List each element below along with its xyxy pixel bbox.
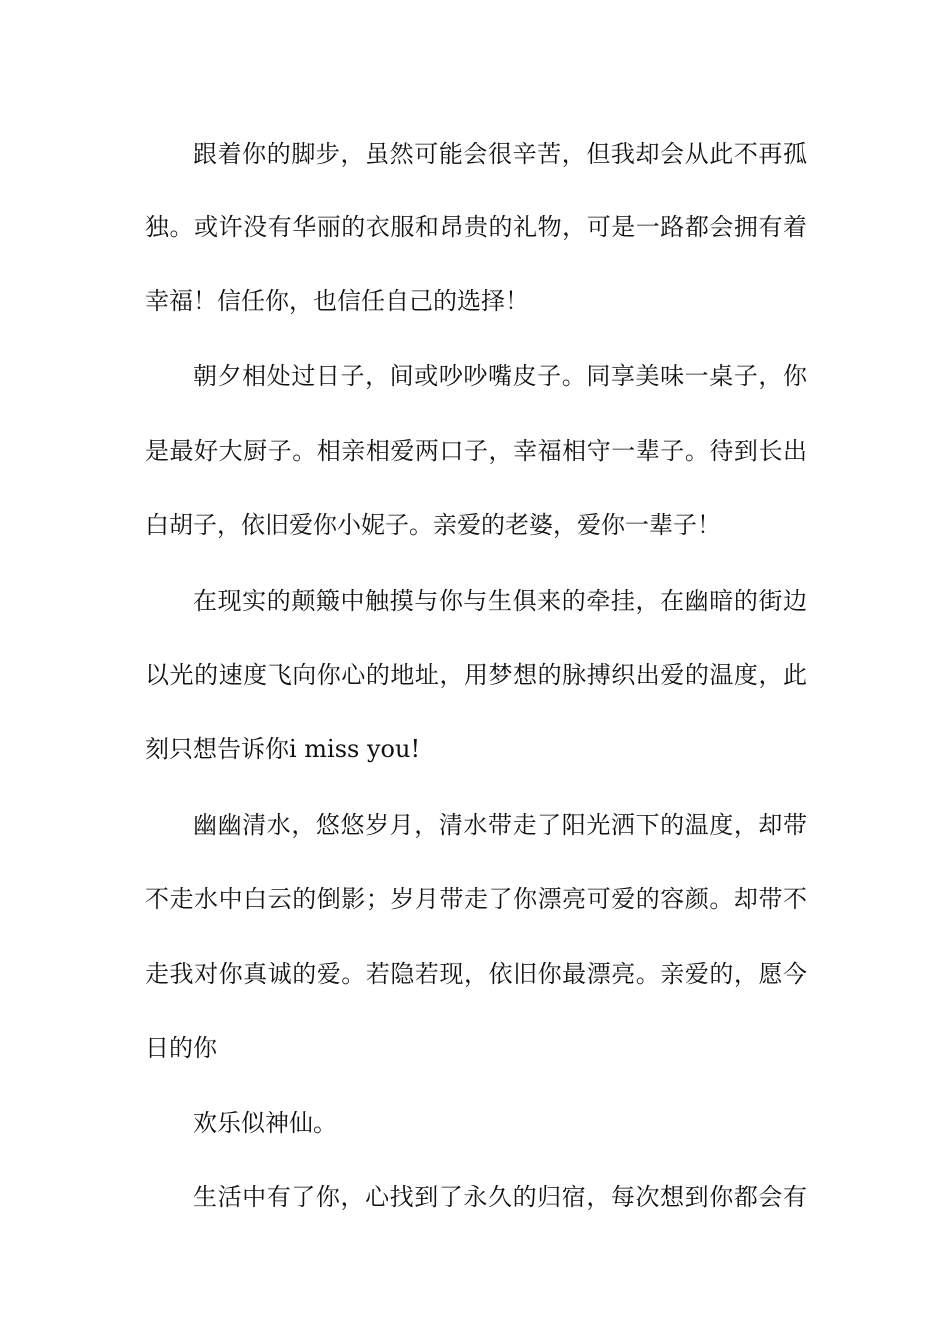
paragraph-4-line-1: 幽幽清水，悠悠岁月，清水带走了阳光洒下的温度，却带 xyxy=(193,811,807,839)
paragraph-4-line-4: 日的你 xyxy=(145,1034,217,1062)
paragraph-4-line-2: 不走水中白云的倒影；岁月带走了你漂亮可爱的容颜。却带不 xyxy=(145,885,807,913)
paragraph-3-line-2: 以光的速度飞向你心的地址，用梦想的脉搏织出爱的温度，此 xyxy=(145,661,807,689)
paragraph-1-line-3: 幸福！信任你，也信任自己的选择！ xyxy=(145,287,529,315)
paragraph-3-line-3: 刻只想告诉你i miss you! xyxy=(145,735,421,763)
paragraph-6-line-1: 生活中有了你，心找到了永久的归宿，每次想到你都会有 xyxy=(193,1183,807,1211)
paragraph-5-line-1: 欢乐似神仙。 xyxy=(193,1109,337,1137)
paragraph-1-line-1: 跟着你的脚步，虽然可能会很辛苦，但我却会从此不再孤 xyxy=(193,140,807,168)
paragraph-2-line-2: 是最好大厨子。相亲相爱两口子，幸福相守一辈子。待到长出 xyxy=(145,437,807,465)
paragraph-3-line-1: 在现实的颠簸中触摸与你与生俱来的牵挂，在幽暗的街边 xyxy=(193,587,807,615)
paragraph-2-line-3: 白胡子，依旧爱你小妮子。亲爱的老婆，爱你一辈子！ xyxy=(145,511,721,539)
paragraph-4-line-3: 走我对你真诚的爱。若隐若现，依旧你最漂亮。亲爱的，愿今 xyxy=(145,960,807,988)
paragraph-1-line-2: 独。或许没有华丽的衣服和昂贵的礼物，可是一路都会拥有着 xyxy=(145,213,807,241)
paragraph-2-line-1: 朝夕相处过日子，间或吵吵嘴皮子。同享美味一桌子，你 xyxy=(193,362,807,390)
